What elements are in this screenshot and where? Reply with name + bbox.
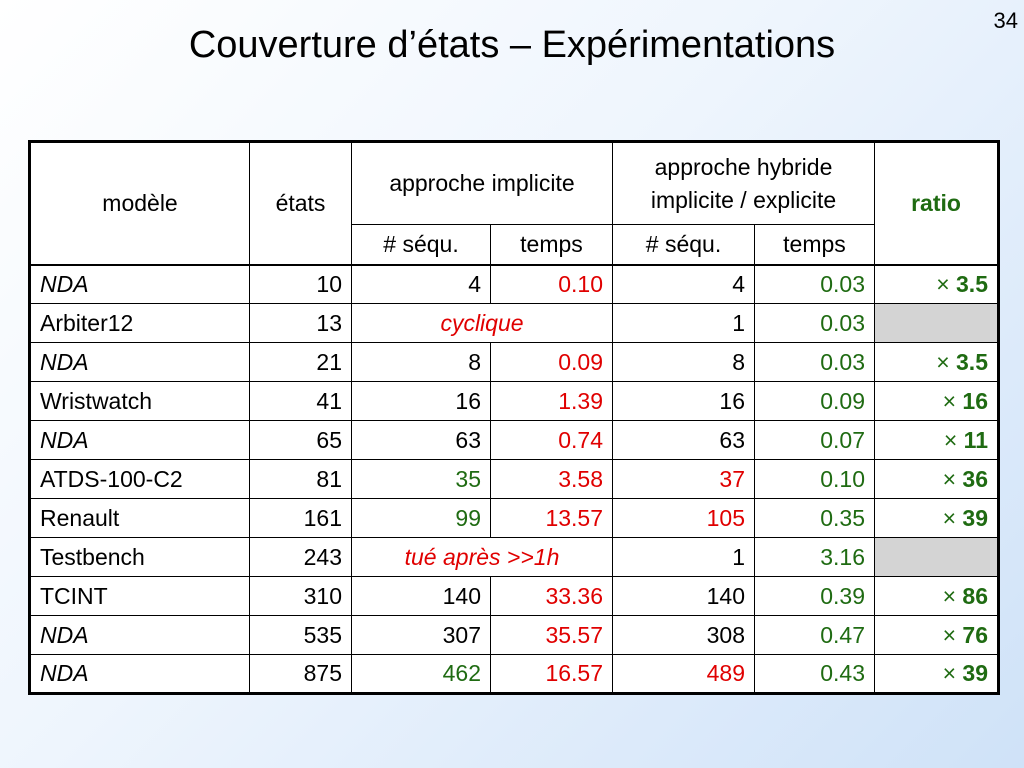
page-number: 34 xyxy=(993,8,1018,33)
seq-hybride-cell: 37 xyxy=(613,460,755,499)
model-cell: NDA xyxy=(30,616,250,655)
table-row xyxy=(30,421,999,460)
seq-hybride-cell: 489 xyxy=(613,655,755,694)
seq-hybride-cell: 63 xyxy=(613,421,755,460)
table-row xyxy=(30,343,999,382)
table-row xyxy=(30,265,999,304)
etats-cell: 41 xyxy=(250,382,352,421)
table-row xyxy=(30,538,999,577)
model-cell: Arbiter12 xyxy=(30,304,250,343)
temps-implicite-cell: 16.57 xyxy=(491,655,613,694)
seq-implicite-cell: 140 xyxy=(352,577,491,616)
temps-hybride-cell: 0.47 xyxy=(755,616,875,655)
seq-hybride-cell: 8 xyxy=(613,343,755,382)
ratio-empty-cell xyxy=(875,538,999,577)
temps-implicite-cell: 0.10 xyxy=(491,265,613,304)
ratio-empty-cell xyxy=(875,304,999,343)
etats-cell: 65 xyxy=(250,421,352,460)
seq-implicite-cell: 307 xyxy=(352,616,491,655)
etats-cell: 10 xyxy=(250,265,352,304)
header-hybride-line1: approche hybride xyxy=(654,154,833,181)
table-row xyxy=(30,382,999,421)
ratio-times-sign: × xyxy=(942,387,963,414)
header-modele: modèle xyxy=(30,142,250,265)
temps-implicite-cell: 3.58 xyxy=(491,460,613,499)
temps-implicite-cell: 0.09 xyxy=(491,343,613,382)
temps-implicite-cell: 35.57 xyxy=(491,616,613,655)
table-row xyxy=(30,655,999,694)
table-body xyxy=(30,265,999,694)
header-hybride-line2: implicite / explicite xyxy=(650,186,837,213)
ratio-times-sign: × xyxy=(942,660,963,686)
seq-implicite-cell: 63 xyxy=(352,421,491,460)
model-cell: ATDS-100-C2 xyxy=(30,460,250,499)
header-approche-hybride xyxy=(613,142,875,225)
seq-hybride-cell: 4 xyxy=(613,265,755,304)
model-cell: Wristwatch xyxy=(30,382,250,421)
model-cell: Renault xyxy=(30,499,250,538)
temps-hybride-cell: 3.16 xyxy=(755,538,875,577)
ratio-times-sign: × xyxy=(942,504,963,531)
model-cell: NDA xyxy=(30,421,250,460)
seq-implicite-cell: 462 xyxy=(352,655,491,694)
model-cell: TCINT xyxy=(30,577,250,616)
ratio-value: 11 xyxy=(963,426,988,453)
seq-hybride-cell: 1 xyxy=(613,538,755,577)
table-row xyxy=(30,577,999,616)
ratio-value: 16 xyxy=(962,387,988,414)
implicit-note-cell: cyclique xyxy=(352,304,613,343)
etats-cell: 13 xyxy=(250,304,352,343)
ratio-cell xyxy=(875,421,999,460)
implicit-note-cell: tué après >>1h xyxy=(352,538,613,577)
temps-hybride-cell: 0.03 xyxy=(755,343,875,382)
etats-cell: 875 xyxy=(250,655,352,694)
slide-title: Couverture d’états – Expérimentations xyxy=(188,24,836,66)
model-cell: NDA xyxy=(30,343,250,382)
temps-hybride-cell: 0.07 xyxy=(755,421,875,460)
header-temps-hybride: temps xyxy=(755,225,875,265)
table-row xyxy=(30,460,999,499)
ratio-value: 39 xyxy=(962,504,988,531)
seq-hybride-cell: 16 xyxy=(613,382,755,421)
ratio-times-sign: × xyxy=(943,426,964,453)
temps-hybride-cell: 0.03 xyxy=(755,304,875,343)
seq-hybride-cell: 140 xyxy=(613,577,755,616)
ratio-times-sign: × xyxy=(942,465,963,492)
ratio-times-sign: × xyxy=(936,270,957,297)
etats-cell: 310 xyxy=(250,577,352,616)
header-seq-hybride: # séqu. xyxy=(613,225,755,265)
header-seq-implicite: # séqu. xyxy=(352,225,491,265)
seq-hybride-cell: 105 xyxy=(613,499,755,538)
seq-implicite-cell: 35 xyxy=(352,460,491,499)
temps-implicite-cell: 13.57 xyxy=(491,499,613,538)
temps-hybride-cell: 0.09 xyxy=(755,382,875,421)
ratio-cell xyxy=(875,616,999,655)
seq-implicite-cell: 4 xyxy=(352,265,491,304)
ratio-cell xyxy=(875,655,999,694)
etats-cell: 535 xyxy=(250,616,352,655)
temps-implicite-cell: 1.39 xyxy=(491,382,613,421)
etats-cell: 81 xyxy=(250,460,352,499)
ratio-cell xyxy=(875,460,999,499)
header-temps-implicite: temps xyxy=(491,225,613,265)
seq-implicite-cell: 99 xyxy=(352,499,491,538)
header-approche-implicite: approche implicite xyxy=(352,142,613,225)
table-row xyxy=(30,304,999,343)
seq-implicite-cell: 16 xyxy=(352,382,491,421)
ratio-value: 76 xyxy=(962,621,988,648)
ratio-value: 3.5 xyxy=(956,270,988,297)
temps-implicite-cell: 33.36 xyxy=(491,577,613,616)
ratio-cell xyxy=(875,343,999,382)
seq-hybride-cell: 308 xyxy=(613,616,755,655)
temps-hybride-cell: 0.03 xyxy=(755,265,875,304)
etats-cell: 243 xyxy=(250,538,352,577)
header-ratio: ratio xyxy=(875,142,999,265)
temps-hybride-cell: 0.35 xyxy=(755,499,875,538)
header-etats: états xyxy=(250,142,352,265)
ratio-value: 86 xyxy=(962,582,988,609)
seq-hybride-cell: 1 xyxy=(613,304,755,343)
temps-implicite-cell: 0.74 xyxy=(491,421,613,460)
ratio-value: 3.5 xyxy=(956,348,988,375)
temps-hybride-cell: 0.10 xyxy=(755,460,875,499)
temps-hybride-cell: 0.39 xyxy=(755,577,875,616)
ratio-cell xyxy=(875,382,999,421)
table-row xyxy=(30,499,999,538)
ratio-value: 36 xyxy=(962,465,988,492)
ratio-cell xyxy=(875,577,999,616)
table-row xyxy=(30,616,999,655)
model-cell: NDA xyxy=(30,265,250,304)
temps-hybride-cell: 0.43 xyxy=(755,655,875,694)
model-cell: Testbench xyxy=(30,538,250,577)
etats-cell: 21 xyxy=(250,343,352,382)
ratio-cell xyxy=(875,499,999,538)
ratio-value: 39 xyxy=(962,660,988,686)
ratio-times-sign: × xyxy=(936,348,957,375)
model-cell: NDA xyxy=(30,655,250,694)
ratio-cell xyxy=(875,265,999,304)
seq-implicite-cell: 8 xyxy=(352,343,491,382)
etats-cell: 161 xyxy=(250,499,352,538)
ratio-times-sign: × xyxy=(942,621,963,648)
ratio-times-sign: × xyxy=(942,582,963,609)
results-table xyxy=(28,140,1000,695)
